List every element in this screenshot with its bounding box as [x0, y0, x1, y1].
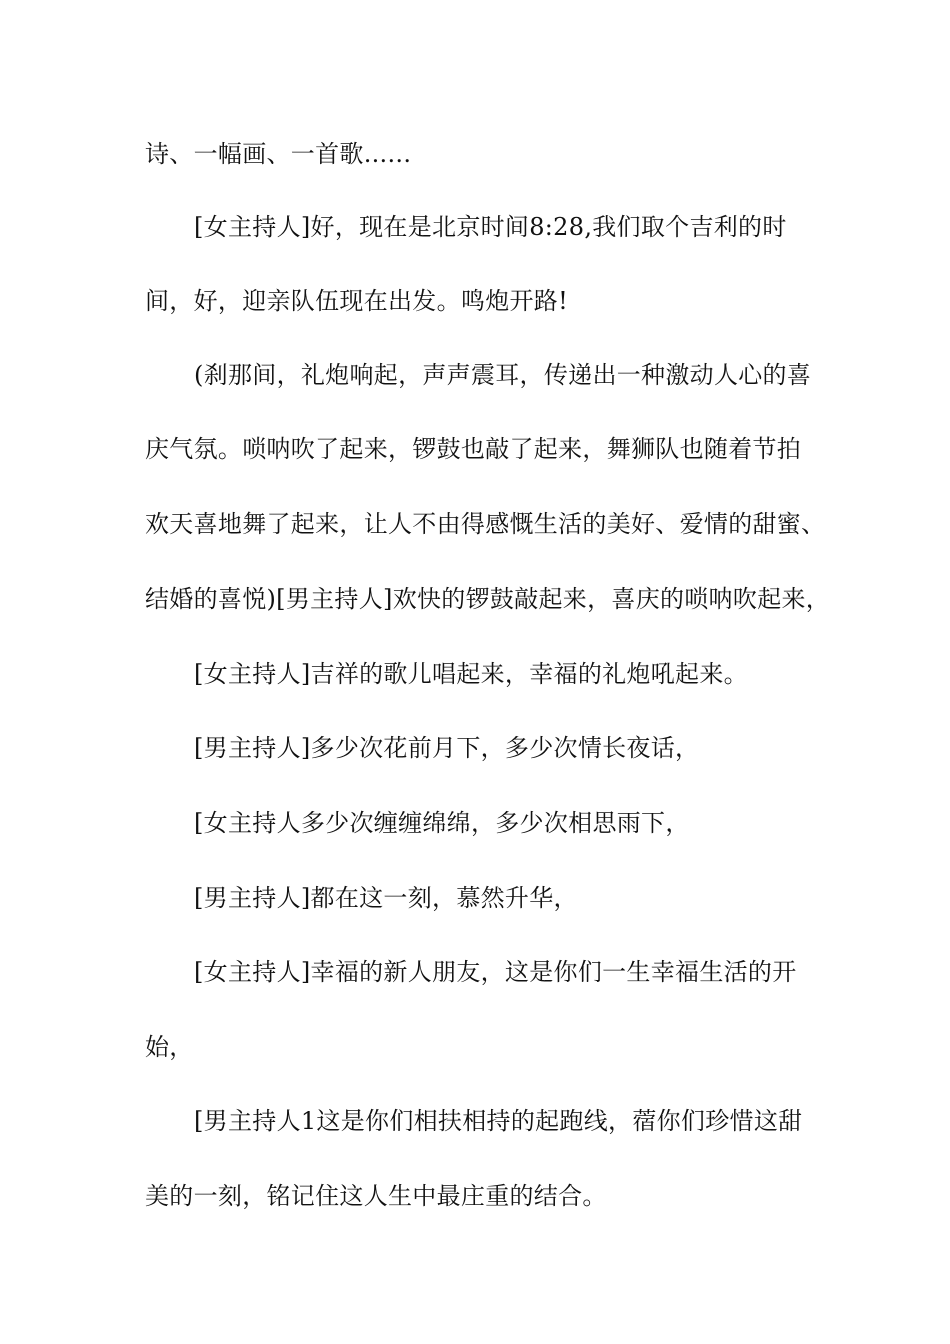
text-line-6: 欢天喜地舞了起来，让人不由得感慨生活的美好、爱情的甜蜜、: [145, 510, 826, 538]
text-line-13: 始，: [145, 1033, 194, 1061]
text-line-5: 庆气氛。唢呐吹了起来，锣鼓也敲了起来，舞狮队也随着节拍: [145, 435, 802, 463]
text-line-10: [女主持人多少次缠缠绵绵，多少次相思雨下，: [194, 809, 690, 837]
text-line-3: 间，好，迎亲队伍现在出发。鸣炮开路!: [145, 287, 569, 315]
text-line-14: [男主持人1这是你们相扶相持的起跑线，蓿你们珍惜这甜: [194, 1107, 803, 1135]
text-line-2: [女主持人]好，现在是北京时间8:28,我们取个吉利的时: [194, 213, 787, 241]
text-line-8: [女主持人]吉祥的歌儿唱起来，幸福的礼炮吼起来。: [194, 660, 748, 688]
text-line-9: [男主持人]多少次花前月下，多少次情长夜话，: [194, 734, 700, 762]
text-line-11: [男主持人]都在这一刻，慕然升华，: [194, 884, 578, 912]
text-line-12: [女主持人]幸福的新人朋友，这是你们一生幸福生活的开: [194, 958, 797, 986]
text-line-15: 美的一刻，铭记住这人生中最庄重的结合。: [145, 1182, 607, 1210]
text-line-1: 诗、一幅画、一首歌......: [145, 140, 412, 168]
text-line-4: (刹那间，礼炮响起，声声震耳，传递出一种激动人心的喜: [194, 361, 812, 389]
text-line-7: 结婚的喜悦)[男主持人]欢快的锣鼓敲起来，喜庆的唢呐吹起来，: [145, 585, 831, 613]
